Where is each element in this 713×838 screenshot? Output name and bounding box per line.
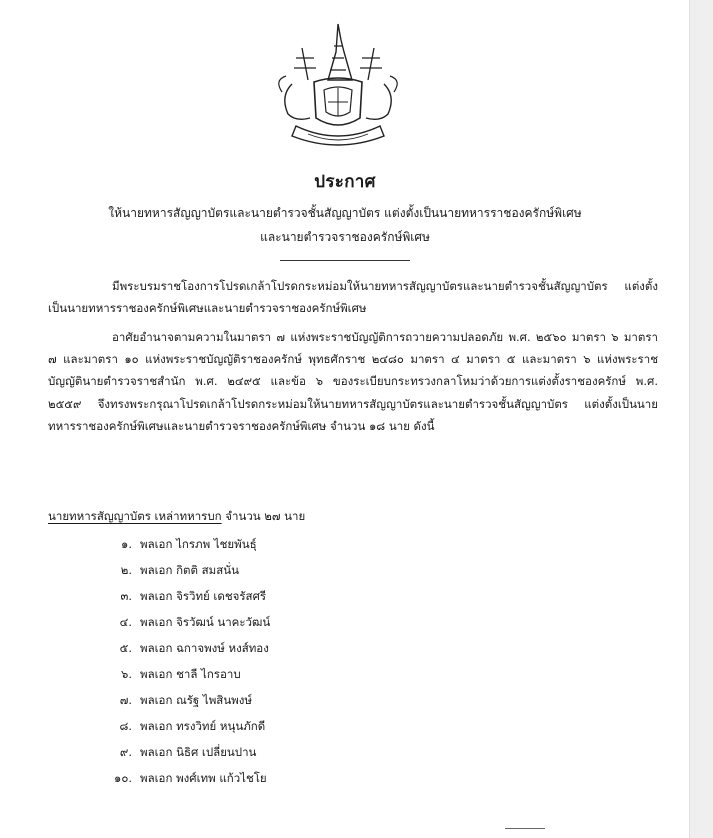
list-item [96, 610, 456, 634]
list-item [96, 688, 456, 712]
item-name: พลเอก กิตติ สมสนั่น [140, 563, 239, 577]
royal-emblem-icon [262, 22, 414, 150]
item-number: ๗. [119, 693, 132, 707]
item-name: พลเอก จิรวัฒน์ นาคะวัฒน์ [140, 615, 271, 629]
viewer-scroll-gutter[interactable] [689, 0, 713, 838]
subtitle-line-2: และนายตำรวจราชองครักษ์พิเศษ [260, 230, 430, 244]
item-number: ๙. [119, 745, 132, 759]
item-number: ๑๐. [114, 771, 132, 785]
item-number: ๒. [120, 563, 132, 577]
item-number: ๘. [119, 719, 132, 733]
section-heading [48, 505, 305, 527]
page-title: ประกาศ [314, 172, 376, 192]
list-item [96, 740, 456, 764]
subtitle-line-1: ให้นายทหารสัญญาบัตรและนายตำรวจชั้นสัญญาบัตร แต่งตั้งเป็นนายทหารราชองครักษ์พิเศษ [108, 206, 582, 220]
item-name: พลเอก ไกรภพ ไชยพันธุ์ [140, 537, 257, 551]
list-item [96, 584, 456, 608]
item-name: พลเอก ณรัฐ ไพสินพงษ์ [140, 693, 252, 707]
list-item [96, 714, 456, 738]
list-item [96, 532, 456, 556]
page-break-marker [505, 828, 545, 829]
item-name: พลเอก ทรงวิทย์ หนุนภักดี [140, 719, 266, 733]
paragraph-authority: อาศัยอำนาจตามความในมาตรา ๗ แห่งพระราชบัญญัติการถวายความปลอดภัย พ.ศ. ๒๕๖๐ มาตรา ๖ มาตรา ๗ และมาตรา ๑๐ แห่งพระราชบัญญัติราชองครักษ์ พุทธศักราช ๒๔๘๐ มาตรา ๔ มาตรา ๕ และมาตรา ๖ แห่งพระราชบัญญัตินายตำรวจราชสำนัก พ.ศ. ๒๔๙๕ และข้อ ๖ ของระเบียบกระทรวงกลาโหมว่าด้วยการแต่งตั้งราชองครักษ์ พ.ศ. ๒๕๕๙ จึงทรงพระกรุณาโปรดเกล้าโปรดกระหม่อมให้นายทหารสัญญาบัตรและนายตำรวจชั้นสัญญาบัตร แต่งตั้งเป็นนายทหารราชองครักษ์พิเศษและนายตำรวจราชองครักษ์พิเศษ จำนวน ๑๘ นาย ดังนี้ [48, 330, 658, 433]
list-item [96, 636, 456, 660]
item-name: พลเอก จิรวิทย์ เดชจรัสศรี [140, 589, 267, 603]
item-number: ๔. [119, 615, 132, 629]
item-name: พลเอก พงศ์เทพ แก้วไชโย [140, 771, 267, 785]
list-item [96, 558, 456, 582]
item-name: พลเอก ชาลี ไกรอาบ [140, 667, 241, 681]
item-name: พลเอก นิธิศ เปลี่ยนปาน [140, 745, 257, 759]
item-name: พลเอก ฉกาจพงษ์ หงส์ทอง [140, 641, 269, 655]
item-number: ๑. [121, 537, 132, 551]
list-item [96, 662, 456, 686]
section-heading-count: จำนวน ๒๗ นาย [225, 509, 306, 523]
title-divider [280, 260, 410, 261]
list-item [96, 766, 456, 790]
section-heading-title: นายทหารสัญญาบัตร เหล่าทหารบก [48, 509, 222, 523]
item-number: ๖. [121, 667, 132, 681]
item-number: ๕. [119, 641, 132, 655]
item-number: ๓. [120, 589, 132, 603]
paragraph-proclamation: มีพระบรมราชโองการโปรดเกล้าโปรดกระหม่อมให้นายทหารสัญญาบัตรและนายตำรวจชั้นสัญญาบัตร แต่งตั้งเป็นนายทหารราชองครักษ์พิเศษและนายตำรวจราชองครักษ์พิเศษ [48, 279, 658, 316]
